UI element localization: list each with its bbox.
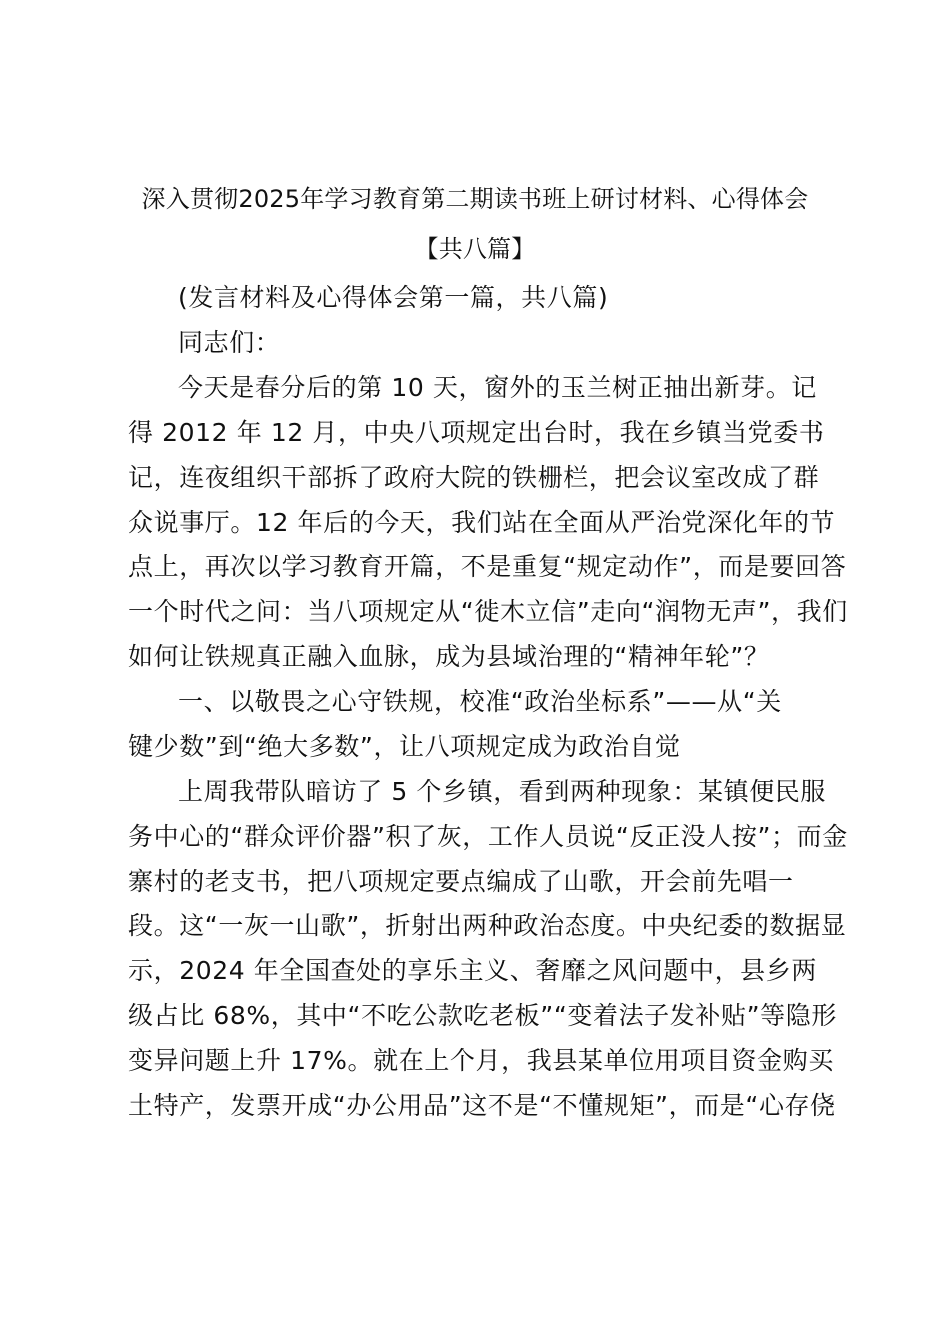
paragraph-line: 点上，再次以学习教育开篇，不是重复“规定动作”，而是要回答	[128, 552, 847, 581]
section-heading: 键少数”到“绝大多数”，让八项规定成为政治自觉	[128, 732, 681, 761]
paragraph-line: 变异问题上升 17%。就在上个月，我县某单位用项目资金购买	[128, 1046, 834, 1075]
paragraph-line: 土特产，发票开成“办公用品”这不是“不懂规矩”，而是“心存侥	[128, 1091, 836, 1120]
document-title-subtitle: 【共八篇】	[414, 235, 536, 263]
paragraph-line: 级占比 68%，其中“不吃公款吃老板”“变着法子发补贴”等隐形	[128, 1001, 837, 1030]
paragraph-line: 众说事厅。12 年后的今天，我们站在全面从严治党深化年的节	[128, 508, 836, 537]
paragraph-line: 记，连夜组织干部拆了政府大院的铁栅栏，把会议室改成了群	[128, 463, 820, 492]
paragraph-line: 上周我带队暗访了 5 个乡镇，看到两种现象：某镇便民服	[178, 777, 827, 806]
paragraph-line: 寨村的老支书，把八项规定要点编成了山歌，开会前先唱一	[128, 867, 794, 896]
paragraph-line: 一个时代之问：当八项规定从“徙木立信”走向“润物无声”，我们	[128, 597, 848, 626]
salutation: 同志们：	[178, 328, 281, 357]
paragraph-line: 务中心的“群众评价器”积了灰，工作人员说“反正没人按”；而金	[128, 822, 848, 851]
series-note: (发言材料及心得体会第一篇，共八篇)	[178, 283, 609, 312]
paragraph-line: 今天是春分后的第 10 天，窗外的玉兰树正抽出新芽。记	[178, 373, 817, 402]
paragraph-line: 如何让铁规真正融入血脉，成为县域治理的“精神年轮”？	[128, 642, 770, 671]
section-heading: 一、以敬畏之心守铁规，校准“政治坐标系”——从“关	[178, 687, 782, 716]
paragraph-line: 示，2024 年全国查处的享乐主义、奢靡之风问题中，县乡两	[128, 956, 817, 985]
paragraph-line: 得 2012 年 12 月，中央八项规定出台时，我在乡镇当党委书	[128, 418, 825, 447]
document-title: 深入贯彻2025年学习教育第二期读书班上研讨材料、心得体会	[141, 185, 809, 213]
paragraph-line: 段。这“一灰一山歌”，折射出两种政治态度。中央纪委的数据显	[128, 911, 847, 940]
